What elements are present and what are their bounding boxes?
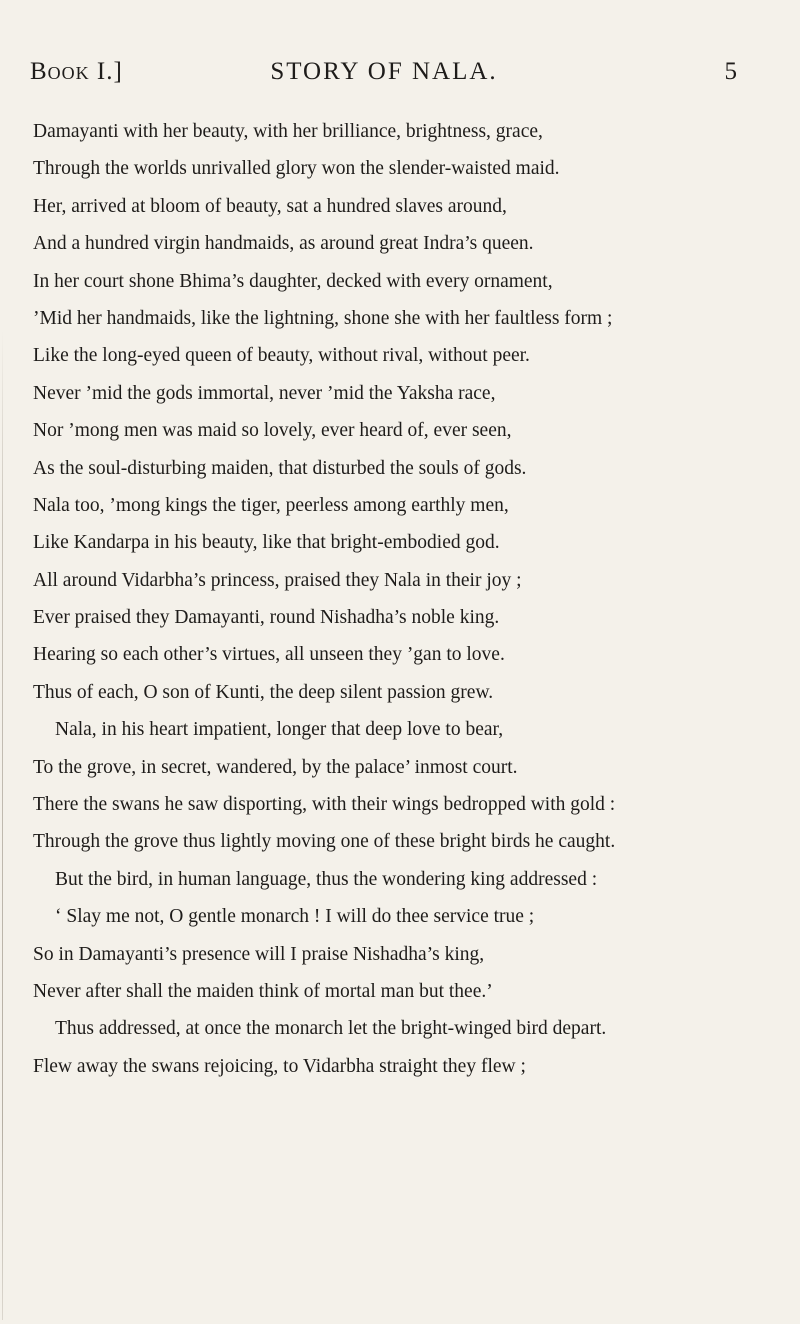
verse-line: ’Mid her handmaids, like the lightning, shone she with her faultless form ; — [33, 307, 613, 329]
verse-line: So in Damayanti’s presence will I praise Nishadha’s king, — [33, 943, 485, 965]
verse-line: Like Kandarpa in his beauty, like that bright-embodied god. — [33, 532, 500, 554]
verse-line: Thus addressed, at once the monarch let the bright-winged bird depart. — [55, 1018, 607, 1040]
page-number: 5 — [724, 58, 738, 85]
verse-line: Through the grove thus lightly moving one of these bright birds he caught. — [33, 831, 616, 853]
verse-line: Ever praised they Damayanti, round Nishadha’s noble king. — [33, 607, 500, 629]
verse-block — [33, 113, 793, 1085]
verse-line: Flew away the swans rejoicing, to Vidarbha straight they flew ; — [33, 1055, 526, 1077]
running-header — [30, 58, 738, 94]
verse-line: Never after shall the maiden think of mortal man but thee.’ — [33, 980, 493, 1002]
verse-line: ‘ Slay me not, O gentle monarch ! I will do thee service true ; — [55, 906, 535, 928]
verse-line: Nala, in his heart impatient, longer that deep love to bear, — [55, 719, 504, 741]
verse-line: There the swans he saw disporting, with their wings bedropped with gold : — [33, 794, 616, 816]
verse-line: All around Vidarbha’s princess, praised they Nala in their joy ; — [33, 569, 522, 591]
verse-line: Never ’mid the gods immortal, never ’mid the Yaksha race, — [33, 382, 496, 404]
verse-line: Her, arrived at bloom of beauty, sat a hundred slaves around, — [33, 195, 507, 217]
verse-line: And a hundred virgin handmaids, as around great Indra’s queen. — [33, 233, 534, 255]
verse-line: Nala too, ’mong kings the tiger, peerless among earthly men, — [33, 494, 509, 516]
book-label: Book I.] — [30, 58, 123, 85]
verse-line: As the soul-disturbing maiden, that disturbed the souls of gods. — [33, 457, 527, 479]
verse-line: Thus of each, O son of Kunti, the deep silent passion grew. — [33, 681, 494, 703]
verse-line: Damayanti with her beauty, with her brilliance, brightness, grace, — [33, 121, 543, 142]
verse-line: Hearing so each other’s virtues, all unseen they ’gan to love. — [33, 644, 505, 666]
verse-line: To the grove, in secret, wandered, by the palace’ inmost court. — [33, 756, 518, 778]
verse-line: In her court shone Bhima’s daughter, decked with every ornament, — [33, 270, 553, 292]
page-edge-shadow — [2, 330, 3, 1320]
verse-line: Through the worlds unrivalled glory won the slender-waisted maid. — [33, 158, 560, 180]
page-title: STORY OF NALA. — [270, 58, 498, 85]
verse-line: Nor ’mong men was maid so lovely, ever heard of, ever seen, — [33, 420, 512, 442]
verse-line: Like the long-eyed queen of beauty, without rival, without peer. — [33, 345, 530, 367]
verse-line: But the bird, in human language, thus the wondering king addressed : — [55, 868, 598, 890]
